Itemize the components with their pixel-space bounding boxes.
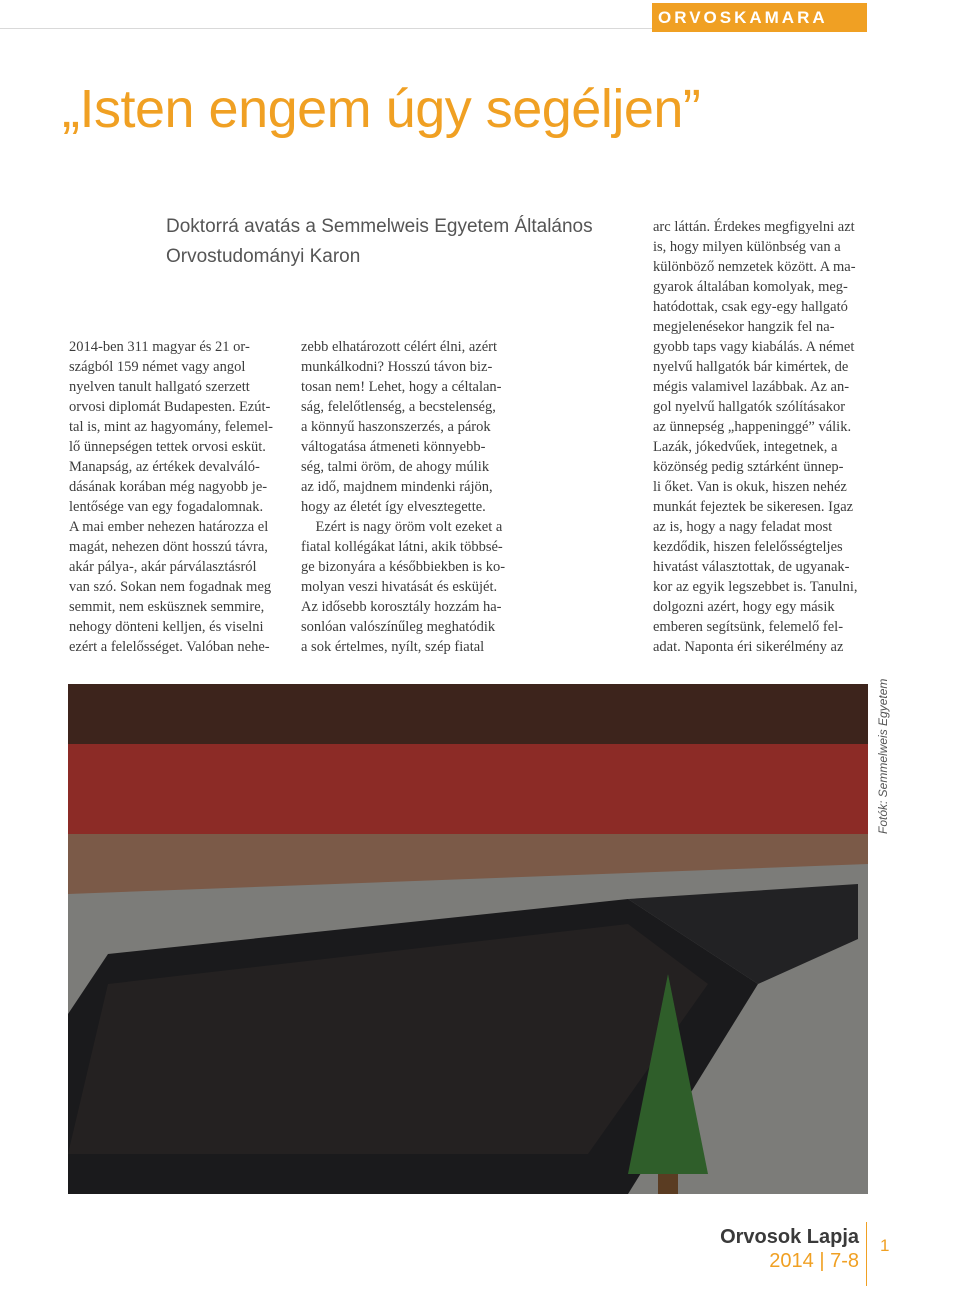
tree-pot — [658, 1174, 678, 1194]
article-subtitle: Doktorrá avatás a Semmelweis Egyetem Általános Orvostudományi Karon — [166, 216, 593, 267]
article-column-1: 2014-ben 311 magyar és 21 or- szágból 159 német vagy angol nyelven tanult hallgató szerzett orvosi diplomát Budapesten. Ezút- tal is, mint az hagyomány, felemel- lő ünnepségen tettek orvosi esküt. Manapság, az értékek devalváló- dásának korában még nagyobb je- lentősége van egy fogadalomnak. A mai ember nehezen határozza el magát, nehezen dönt hosszú távra, akár pálya-, akár párválasztásról van szó. Sokan nem fogadnak meg semmit, nem esküsznek semmire, nehogy dönteni kelljen, és viselni ezért a felelősséget. Valóban nehe- — [69, 339, 274, 655]
graduation-ceremony-photo — [68, 684, 868, 1194]
issue-number: 2014 | 7-8 — [769, 1250, 859, 1272]
article-column-3: arc láttán. Érdekes megfigyelni azt is, hogy milyen különbség van a különböző nemzetek között. A ma- gyarok általában komolyak, meg- hatódottak, csak egy-egy hallgató megjelenésekor hangzik fel na- gyobb taps vagy kiabálás. A német nyelvű hallgatók bár kimértek, de mégis valamivel lazábbak. Az an- gol nyelvű hallgatók szólításakor az ünnepség „happeninggé” válik. Lazák, jókedvűek, integetnek, a közönség pedig sztárként ünnep- li őket. Van is okuk, hiszen nehéz munkát fejeztek be sikeresen. Igaz az is, hogy a nagy feladat most kezdődik, hiszen felelősségteljes hivatást választottak, de ugyanak- kor az egyik legszebbet is. Tanulni, dolgozni azért, hogy egy másik emberen segítsünk, felemelő fel- adat. Naponta éri sikerélmény az — [653, 219, 858, 655]
upper-stands — [68, 684, 868, 744]
photo-illustration — [68, 684, 868, 1194]
article-column-2: zebb elhatározott célért élni, azért munkálkodni? Hosszú távon biz- tosan nem! Lehet, hogy a céltalan- ság, felelőtlenség, a becstelenség, a könnyű haszonszerzés, a párok váltogatása átmeneti könnyebb- ség, talmi öröm, de ahogy múlik az idő, majdnem mindenki rájön, hogy az életét így elvesztegette. Ezért is nagy öröm volt ezeket a fiatal kollégákat látni, akik többsé- ge bizonyára a későbbiekben is ko- molyan veszi hivatását és esküjét. Az idősebb korosztály hozzám ha- sonlóan valószínűleg meghatódik a sok értelmes, nyílt, szép fiatal — [301, 339, 506, 655]
magazine-title: Orvosok Lapja — [720, 1226, 859, 1248]
footer-divider — [866, 1222, 867, 1286]
red-seats — [68, 744, 868, 834]
section-label: ORVOSKAMARA — [652, 3, 867, 32]
photo-credit: Fotók: Semmelweis Egyetem — [876, 678, 890, 834]
article-headline: „Isten engem úgy segéljen” — [62, 79, 701, 139]
page-number: 1 — [880, 1236, 890, 1255]
header-rule — [0, 28, 652, 29]
